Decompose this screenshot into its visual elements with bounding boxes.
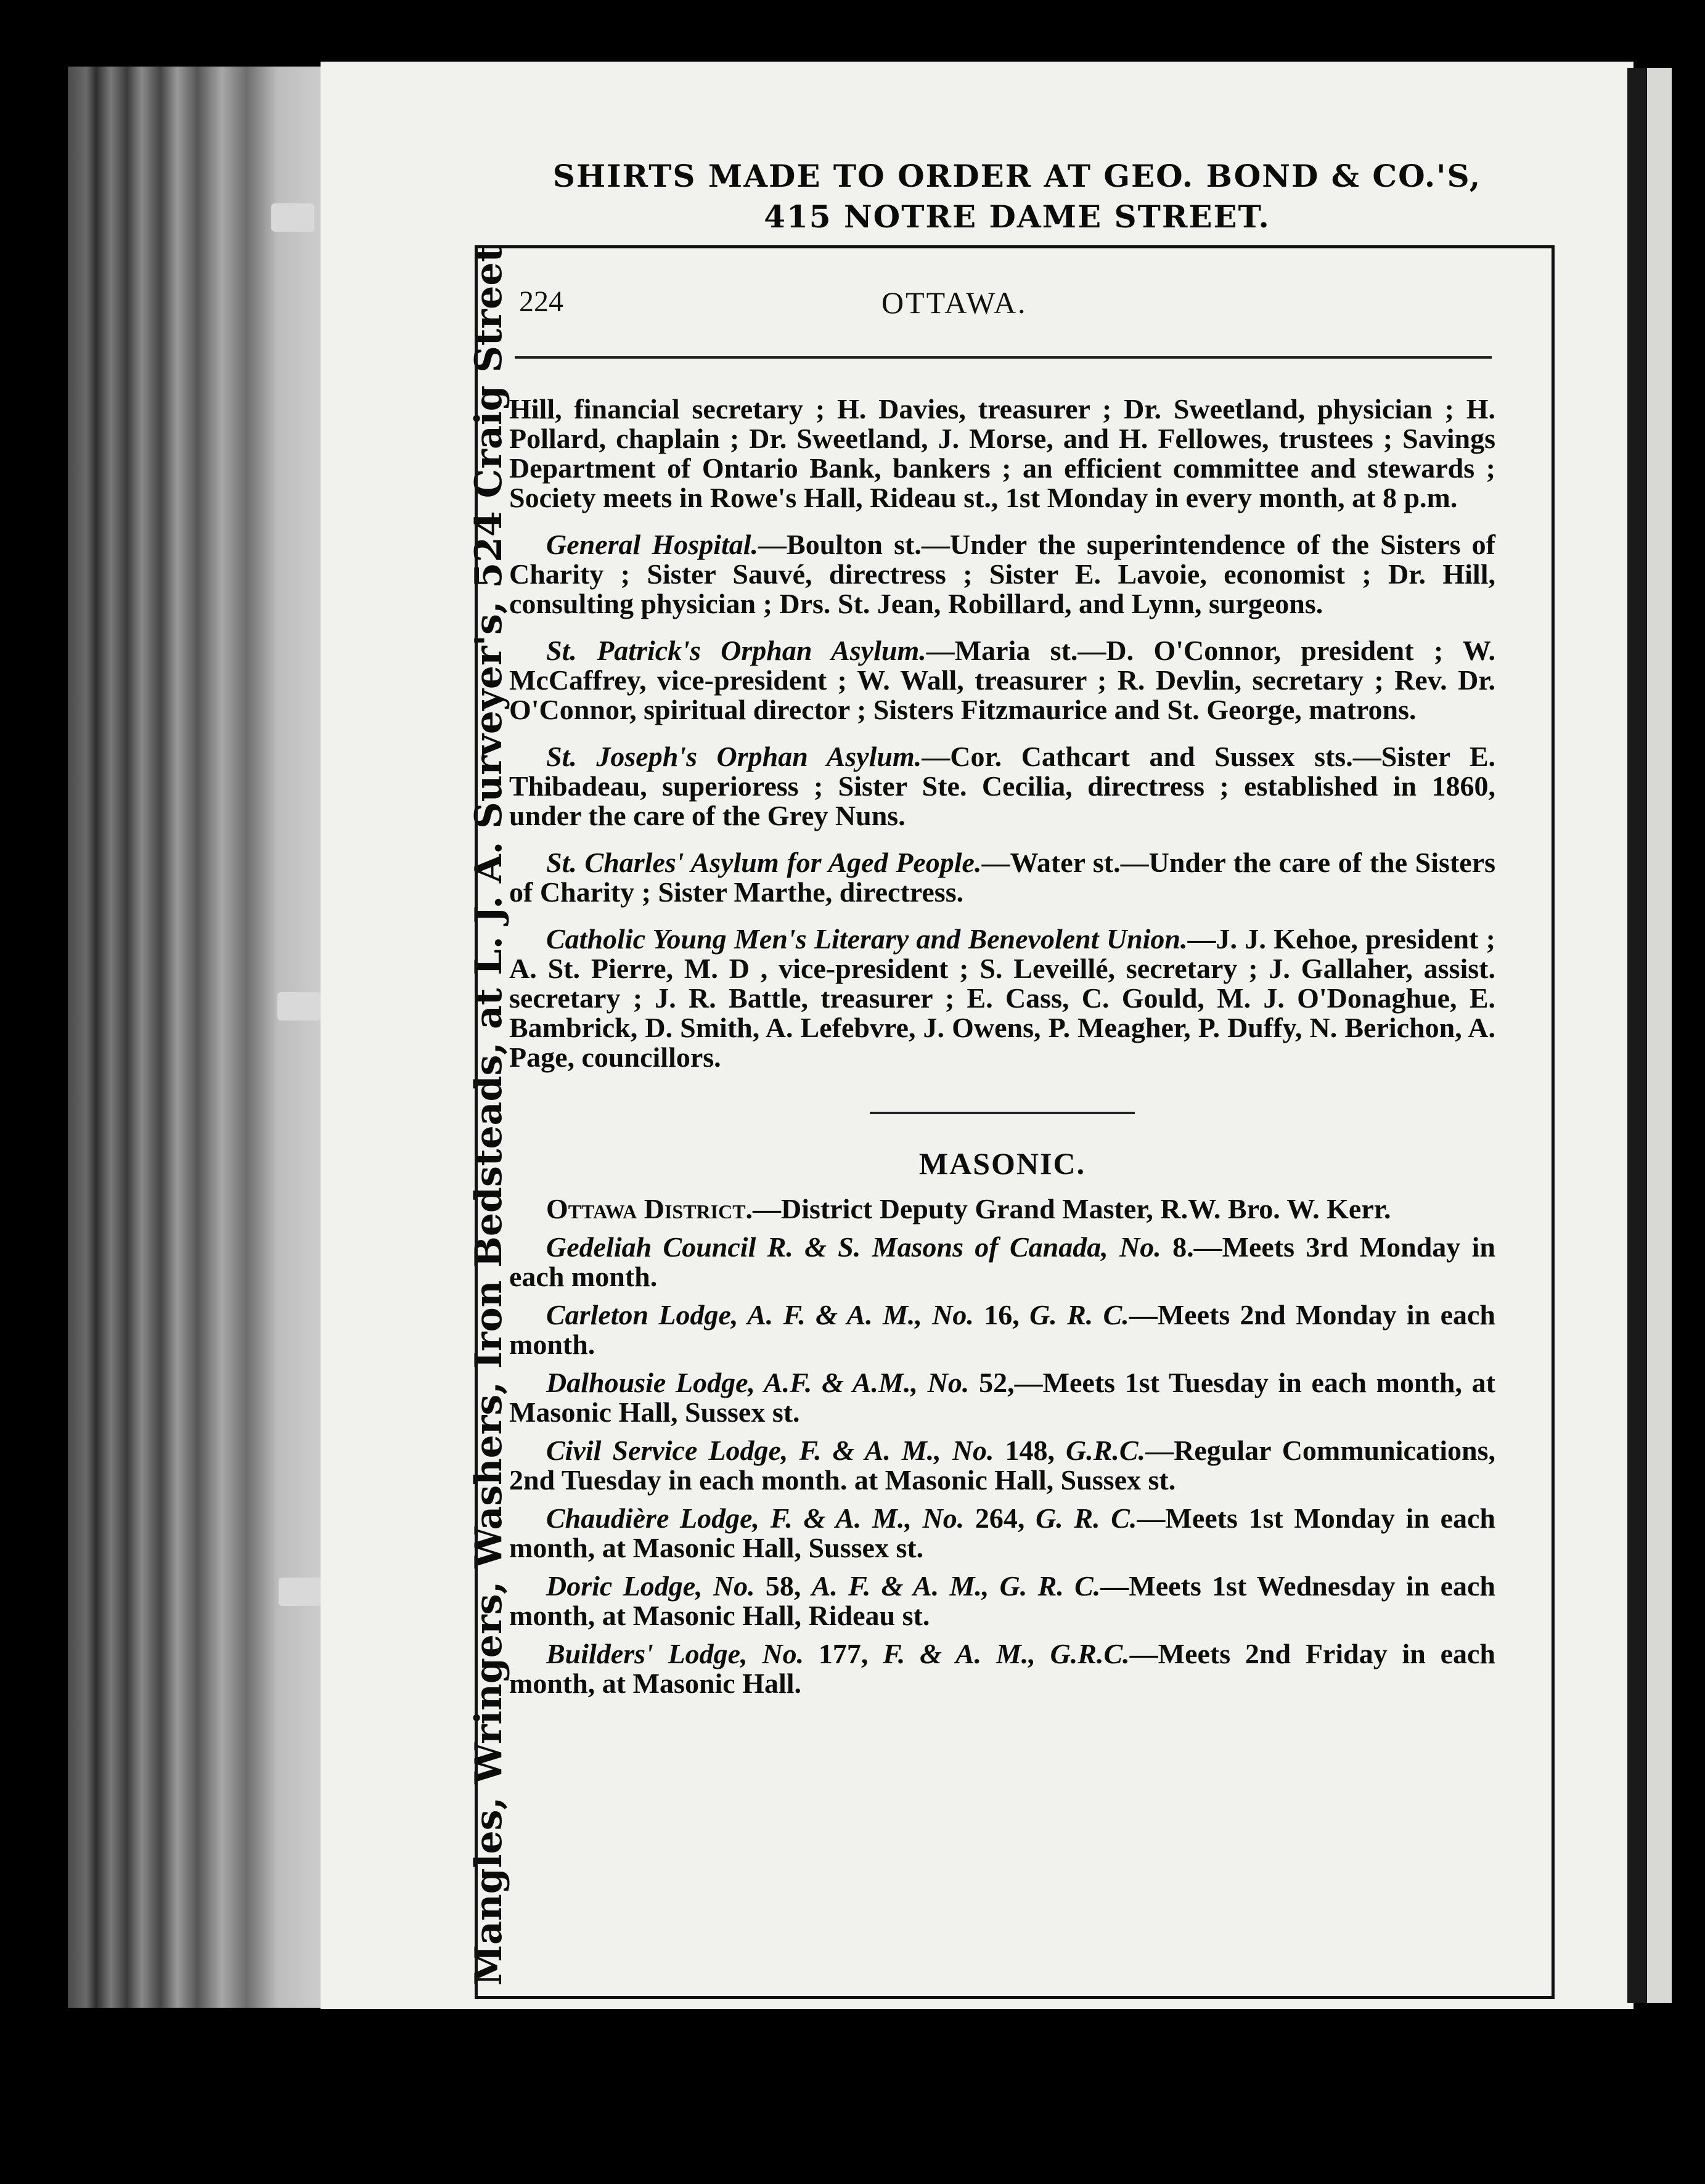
lodge-number: 52,	[969, 1367, 1015, 1398]
entry-paragraph	[509, 848, 1495, 907]
lodge-title: Builders' Lodge, No.	[546, 1638, 804, 1669]
lodge-suffix: F. & A. M., G.R.C.	[883, 1638, 1130, 1669]
entry-text: —Maria st.—D. O'Connor, president ; W. McCaffrey, vice-president ; W. Wall, treasurer ; R. Devlin, secretary ; Rev. Dr. O'Connor, spiritual director ; Sisters Fitzmaurice and St. George, matrons.	[509, 635, 1495, 725]
lodge-text: —Regular Communications, 2nd Tuesday in each month. at Masonic Hall, Sussex st.	[509, 1435, 1495, 1496]
lodge-suffix: A. F. & A. M., G. R. C.	[811, 1570, 1101, 1602]
entry-paragraph	[509, 394, 1495, 513]
lodge-title: Doric Lodge, No.	[546, 1570, 755, 1602]
lodge-text: —Meets 1st Monday in each month, at Masonic Hall, Sussex st.	[509, 1502, 1495, 1563]
binding-stitch	[279, 1578, 322, 1606]
entry-text: Hill, financial secretary ; H. Davies, treasurer ; Dr. Sweetland, physician ; H. Pollard, chaplain ; Dr. Sweetland, J. Morse, and H. Fellowes, trustees ; Savings Department of Ontario Bank, bankers ; an efficient committee and stewards ; Society meets in Rowe's Hall, Rideau st., 1st Monday in every month, at 8 p.m.	[509, 393, 1495, 513]
lodge-number: 16,	[973, 1299, 1030, 1330]
next-page-edge	[1647, 68, 1672, 2003]
book-page-edges	[68, 67, 327, 2008]
district-text: —District Deputy Grand Master, R.W. Bro. W. Kerr.	[753, 1193, 1391, 1224]
lodge-title: Chaudière Lodge, F. & A. M., No.	[546, 1502, 965, 1534]
lodge-text: —Meets 3rd Monday in each month.	[509, 1231, 1495, 1292]
lodge-title: Gedeliah Council R. & S. Masons of Canada, No.	[546, 1231, 1161, 1263]
lodge-entry	[509, 1436, 1495, 1495]
entry-title: St. Charles' Asylum for Aged People.	[546, 847, 982, 878]
lodge-suffix: G. R. C.	[1029, 1299, 1129, 1330]
binding-stitch	[277, 992, 321, 1021]
lodge-title: Civil Service Lodge, F. & A. M., No.	[546, 1435, 994, 1466]
lodge-entry	[509, 1233, 1495, 1292]
entry-paragraph	[509, 530, 1495, 619]
lodge-entry	[509, 1368, 1495, 1427]
lodge-entry	[509, 1571, 1495, 1631]
side-advertisement: Mangles, Wringers, Washers, Iron Bedsteads, at L. J. A. Surveyer's, 524 Craig Street	[467, 245, 510, 1986]
entry-title: St. Patrick's Orphan Asylum.	[546, 635, 926, 666]
header-advertisement-line-2: 415 NOTRE DAME STREET.	[764, 198, 1270, 235]
lodge-text: —Meets 1st Tuesday in each month, at Masonic Hall, Sussex st.	[509, 1367, 1495, 1428]
entry-paragraph	[509, 636, 1495, 725]
lodge-number: 177,	[804, 1638, 883, 1669]
page-body	[509, 394, 1495, 1707]
entry-text: —J. J. Kehoe, president ; A. St. Pierre, M. D , vice-president ; S. Leveillé, secretary ; J. Gallaher, assist. secretary ; J. R. Battle, treasurer ; E. Cass, C. Gould, M. J. O'Donaghue, E. Bambrick, D. Smith, A. Lefebvre, J. Owens, P. Meagher, P. Duffy, N. Berichon, A. Page, councillors.	[509, 923, 1496, 1073]
lodge-number: 58,	[754, 1570, 812, 1602]
lodge-title: Dalhousie Lodge, A.F. & A.M., No.	[546, 1367, 970, 1398]
entry-paragraph	[509, 742, 1495, 831]
lodge-number: 8.	[1161, 1231, 1194, 1263]
entry-title: St. Joseph's Orphan Asylum.	[546, 741, 922, 772]
lodge-text: —Meets 1st Wednesday in each month, at Masonic Hall, Rideau st.	[509, 1570, 1495, 1631]
header-advertisement-line-1: SHIRTS MADE TO ORDER AT GEO. BOND & CO.'S,	[552, 158, 1482, 194]
lodge-title: Carleton Lodge, A. F. & A. M., No.	[546, 1299, 974, 1330]
header-rule	[515, 356, 1492, 359]
page-number: 224	[519, 285, 563, 318]
lodge-suffix: G. R. C.	[1036, 1502, 1137, 1534]
entry-text: —Water st.—Under the care of the Sisters of Charity ; Sister Marthe, directress.	[509, 847, 1495, 908]
entry-text: —Cor. Cathcart and Sussex sts.—Sister E. Thibadeau, superioress ; Sister Ste. Cecilia, directress ; established in 1860, under the care of the Grey Nuns.	[509, 741, 1495, 831]
entry-title: Catholic Young Men's Literary and Benevolent Union.	[546, 923, 1188, 955]
page-gutter-shadow	[1627, 68, 1646, 2003]
lodge-text: —Meets 2nd Friday in each month, at Masonic Hall.	[509, 1638, 1496, 1699]
entry-text: —Boulton st.—Under the superintendence of the Sisters of Charity ; Sister Sauvé, directress ; Sister E. Lavoie, economist ; Dr. Hill, consulting physician ; Drs. St. Jean, Robillard, and Lynn, surgeons.	[509, 529, 1495, 619]
entry-paragraph	[509, 924, 1495, 1072]
running-title: OTTAWA.	[881, 285, 1028, 320]
lodge-number: 264,	[964, 1502, 1036, 1534]
section-heading: MASONIC.	[918, 1146, 1086, 1181]
lodge-entry	[509, 1639, 1495, 1698]
entry-title: General Hospital.	[546, 529, 759, 560]
lodge-entry	[509, 1504, 1495, 1563]
lodge-entry	[509, 1300, 1495, 1359]
section-divider	[870, 1112, 1135, 1114]
district-label: Ottawa District.	[546, 1193, 753, 1224]
lodge-suffix: G.R.C.	[1066, 1435, 1146, 1466]
lodge-number: 148,	[994, 1435, 1066, 1466]
lodge-text: —Meets 2nd Monday in each month.	[509, 1299, 1496, 1360]
binding-stitch	[271, 203, 314, 232]
district-paragraph	[509, 1194, 1495, 1224]
